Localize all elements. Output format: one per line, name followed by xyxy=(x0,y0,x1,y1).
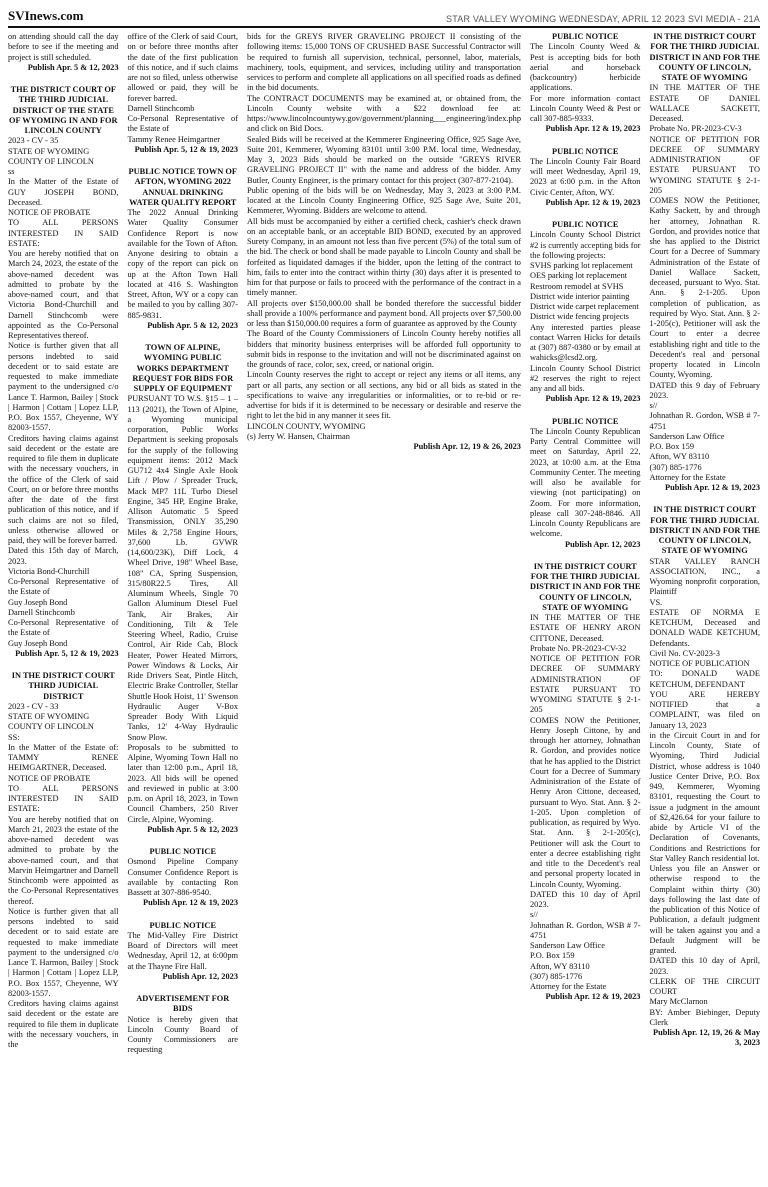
notice-text: VS. xyxy=(649,597,663,607)
notice-text: Public opening of the bids will be on Wednesday, May 3, 2023 at 3:00 P.M. located at the Lincoln County Engineering Office, 925 Sage Ave, Suite 201, Kemmerer, Wyoming. Bidders are welcome to attend. xyxy=(247,185,521,216)
notice-text: Osmond Pipeline Company Consumer Confidence Report is available by contacting Ron Bassett at 307-886-9540. xyxy=(127,857,238,897)
notice-text: s// xyxy=(529,910,538,920)
notice-text: in the Circuit Court in and for Lincoln County, State of Wyoming, Third Judicial District, whose address is 1040 Justice Center Drive, P.O. Box 949, Kemmerer, Wyoming 83101, requesting the Court to issue a judgment in the amount of $2,426.64 for your failure to abide by Article VI of the Declaration of Covenants, Conditions and Restrictions for Star Valley Ranch residential lot. xyxy=(649,730,760,863)
publish-dates: Publish Apr. 12 & 19, 2023 xyxy=(545,124,641,134)
notice-text: Sanderson Law Office xyxy=(529,941,605,950)
notice-heading: PUBLIC NOTICE xyxy=(149,847,217,856)
notice-text: The Board of the County Commissioners of Lincoln County hereby notifies all bidders that minority business enterprises will be afforded full opportunity to submit bids in response to the invitation and will not be discriminated against on the grounds of race, color, sex, creed, or national origin. xyxy=(247,329,521,369)
publish-dates: Publish Apr. 5 & 12, 2023 xyxy=(147,320,238,330)
notice-text: CLERK OF THE CIRCUIT COURT xyxy=(649,976,760,996)
notice-heading: ADVERTISEMENT FOR BIDS xyxy=(136,994,230,1014)
notice-text: The Lincoln County Republican Party Central Committee will meet on Saturday, April 22, 2023, at 10:00 a.m. at the Etna Community Center. The meeting will also be available for viewing (not participating) on Zoom. For more information, please call 307-248-8846. All Lincoln County Republicans are welcome. xyxy=(529,426,641,539)
notice-text: Co-Personal Representative of the Estate of xyxy=(127,114,238,134)
notice-text: TO ALL PERSONS INTERESTED IN SAID ESTATE: xyxy=(8,218,119,248)
column-5 xyxy=(649,32,760,1183)
notice-text: Attorney for the Estate xyxy=(649,472,726,482)
notice-text: STATE OF WYOMING xyxy=(8,146,90,156)
notice-text: All projects over $150,000.00 shall be bonded therefore the successful bidder shall provide a 100% performance and payment bond. All projects over $7,500.00 or less than $150,000.00 requires a form of guarantee as approved by the County xyxy=(247,298,521,328)
notice-heading: PUBLIC NOTICE xyxy=(551,220,619,229)
notice-heading: IN THE DISTRICT COURT THIRD JUDICIAL DISTRICT xyxy=(11,671,115,701)
publish-dates: Publish Apr. 12, 2023 xyxy=(564,539,641,549)
notice-text: LINCOLN COUNTY, WYOMING xyxy=(247,421,366,431)
notice-text: Co-Personal Representative of the Estate of xyxy=(8,618,119,638)
notice-text: District wide fencing projects xyxy=(529,312,629,322)
notice-columns xyxy=(8,32,760,1183)
notice-text: (s) Jerry W. Hansen, Chairman xyxy=(247,431,350,441)
notice-text: 2023 - CV - 35 xyxy=(8,136,59,146)
notice-text: NOTICE OF PUBLICATION xyxy=(649,659,750,668)
notice-heading: IN THE DISTRICT COURT FOR THE THIRD JUDICIAL DISTRICT IN AND FOR THE COUNTY OF LINCOLN, STATE OF WYOMING xyxy=(649,32,760,82)
notice-text: Darnell Stinchcomb xyxy=(8,607,75,617)
notice-text: COUNTY OF LINCOLN xyxy=(8,156,94,166)
notice-text: Probate No. PR-2023-CV-3 xyxy=(649,124,742,134)
notice-text: NOTICE OF PROBATE xyxy=(8,208,91,217)
publish-dates: Publish Apr. 5 & 12, 2023 xyxy=(147,824,238,834)
notice-text: Creditors having claims against said decedent or the estate are required to file them in duplicate with the necessary vouchers, in the office of the Clerk of said Court, on or before three months after the date of the first publication of this notice, and if such claims are not so filed, unless otherwise allowed or paid, they will be forever barred. xyxy=(8,433,119,545)
notice-heading: PUBLIC NOTICE xyxy=(149,920,217,930)
notice-text: You are hereby notified that on March 21, 2023 the estate of the above-named decedent was admitted to probate by the above-named court, and that Marvin Heimgartner and Darnell Stinchcomb were appointed as the Co-Personal Representatives thereof. xyxy=(8,814,119,906)
notice-text: COMES NOW the Petitioner, Henry Joseph Cittone, by and through her attorney, Johnathan R. Gordon, and provides notice that he has applied to the District Court for a Decree of Summary Administration of the Estate of Henry Aron Cittone, deceased, pursuant to Wyo. Stat. Ann. § 2-1-205. Upon completion of publication, as required by Wyo. Stat. Ann. § 2-1-205(c), Petitioner will ask the Court to enter a decree establishing right and title to the Decedent's real and personal property located in Lincoln County, Wyoming. xyxy=(529,715,641,889)
notice-text: Tammy Renee Heimgartner xyxy=(127,134,221,144)
notice-text: office of the Clerk of said Court, on or before three months after the date of the first publication of this notice, and if such claims are not so filed, unless otherwise allowed or paid, they will be forever barred. xyxy=(127,32,238,103)
notice-text: NOTICE OF PETITION FOR DECREE OF SUMMARY ADMINISTRATION OF ESTATE PURSUANT TO WYOMING STATUTE § 2-1-205 xyxy=(529,654,641,715)
column-4 xyxy=(530,32,641,1183)
notice-text: District wide interior painting xyxy=(529,291,630,301)
notice-text: All bids must be accompanied by either a certified check, cashier's check drawn on an acceptable bank, or an acceptable BID BOND, executed by an approved Surety Company, in an amount not less than five percent (5%) of the total sum of the bid. The check or bond shall be made payable to Lincoln County and shall be forfeited as liquidated damages if the bidder, upon the letting of the contract to him, fails to enter into the contract within thirty (30) days after it is presented to him for that purpose or fails to proceed with the performance of the contract in a timely manner. xyxy=(247,216,521,298)
notice-text: P.O. Box 159 xyxy=(649,442,694,451)
notice-text: ss xyxy=(8,167,15,176)
notice-text: Any interested parties please contact Warren Hicks for details at (307) 887-0380 or by email at wahicks@lcsd2.org. xyxy=(529,322,641,363)
publish-dates: Publish Apr. 12 & 19, 2023 xyxy=(545,992,641,1002)
notice-text: Unless you file an Answer or otherwise respond to the Complaint within thirty (30) days following the last date of the publication of this Notice of Publication, a default judgment will be taken against you and a Default Judgment will be granted. xyxy=(649,864,760,955)
notice-text: ESTATE OF NORMA E KETCHUM, Deceased and DONALD WADE KETCHUM, Defendants. xyxy=(649,607,760,648)
notice-text: DATED this 10 day of April, 2023. xyxy=(649,956,760,976)
notice-text: In the Matter of the Estate of GUY JOSEPH BOND, Deceased. xyxy=(8,177,119,207)
notice-text: s// xyxy=(649,401,658,410)
notice-text: Lincoln County School District #2 is currently accepting bids for the following projects: xyxy=(529,230,641,260)
notice-text: In the Matter of the Estate of: TAMMY RENEE HEIMGARTNER, Deceased. xyxy=(8,742,119,773)
site-name: SVInews.com xyxy=(8,8,84,23)
publish-dates: Publish Apr. 12, 19 & 26, 2023 xyxy=(413,442,521,451)
notice-text: (307) 885-1776 xyxy=(529,971,583,981)
column-3 xyxy=(247,32,521,1183)
notice-text: Lincoln County School District #2 reserves the right to reject any and all bids. xyxy=(529,363,641,393)
notice-text: STAR VALLEY RANCH ASSOCIATION, INC., a Wyoming nonprofit corporation, Plaintiff xyxy=(649,556,760,597)
notice-text: TO: DONALD WADE KETCHUM, DEFENDANT xyxy=(649,669,760,689)
notice-text: (307) 885-1776 xyxy=(649,462,702,472)
notice-heading: PUBLIC NOTICE TOWN OF AFTON, WYOMING 2022 ANNUAL DRINKING WATER QUALITY REPORT xyxy=(128,167,237,207)
notice-text: Lincoln County reserves the right to accept or reject any items or all items, any part or all parts, any section or all sections, any bid or all bids as stated in the specifications to waive any irregularities or informalities, or to re-bid or re-advertise for bids if it is determined to be necessary or desirable and reserve the right to let the bid in any manner it sees fit. xyxy=(247,370,521,421)
notice-text: COUNTY OF LINCOLN xyxy=(8,722,94,732)
notice-text: PURSUANT TO W.S. §15 – 1 – 113 (2021), the Town of Alpine, a Wyoming municipal corporation, Public Works Department is seeking proposals for the supply of the following equipment items: 2012 Mack GU712 4x4 Single Axle Hook Lift / Plow / Spreader Truck, Mack MP7 11L Turbo Diesel Engine, 345 HP, Engine Brake, Allison Automatic 5 Speed Transmission, ONLY 35,290 Miles & 2,758 Engine Hours, 37,600 Lb. GVWR (14,600/23K), Diff Lock, 4 Wheel Drive, 198" Wheel Base, 108" CA, Spring Suspension, 315/80R22.5 Tires, All Aluminum Wheels, Single 70 Gallon Aluminum Diesel Fuel Tank, Air Brakes, Air Conditioning, Tilt & Tele Steering Wheel, Radio, Cruise Control, Air Ride Cab, Block Heater, Power Heated Mirrors, Power Windows & Locks, Air Ride Drivers Seat, Pintle Hitch, Electric Brake Controller, Stellar Shuttle Hook Hoist, 11' Swenson Hydraulic Auger V-Box Spreader Body With Liquid Tanks, 12' 4-Way Hydraulic Snow Plow. xyxy=(127,394,238,742)
notice-text: Darnell Stinchcomb xyxy=(127,103,195,113)
notice-text: STATE OF WYOMING xyxy=(8,712,90,721)
publish-dates: Publish Apr. 12, 19, 26 & May 3, 2023 xyxy=(652,1028,760,1048)
notice-text: Johnathan R. Gordon, WSB # 7-4751 xyxy=(529,920,641,940)
notice-text: DATED this 10 day of April 2023. xyxy=(529,889,641,909)
notice-text: Johnathan R. Gordon, WSB # 7-4751 xyxy=(649,411,760,431)
publish-dates: Publish Apr. 5 & 12, 2023 xyxy=(27,62,119,72)
notice-text: NOTICE OF PROBATE xyxy=(8,773,91,783)
notice-text: Notice is further given that all persons indebted to said decedent or to said estate are requested to make immediate payment to the undersigned c/o Lance T. Harmon, Bailey | Stock | Harmon | Cottam | Lopez LLP, P.O. Box 1557, Cheyenne, WY 82003-1557. xyxy=(8,341,119,433)
publish-dates: Publish Apr. 12, 2023 xyxy=(162,971,238,981)
notice-text: BY: Amber Biebinger, Deputy Clerk xyxy=(649,1007,760,1027)
publish-dates: Publish Apr. 12 & 19, 2023 xyxy=(545,394,641,404)
notice-text: DATED this 9 day of February 2023. xyxy=(649,380,760,400)
notice-text: SVHS parking lot replacement xyxy=(529,261,633,270)
notice-text: For more information contact Lincoln County Weed & Pest or call 307-885-9333. xyxy=(529,93,641,123)
notice-text: Guy Joseph Bond xyxy=(8,597,68,607)
notice-text: District wide carpet replacement xyxy=(529,302,639,311)
notice-text: Probate No. PR-2023-CV-32 xyxy=(529,643,627,653)
notice-text: IN THE MATTER OF THE ESTATE OF HENRY ARON CITTONE, Deceased. xyxy=(529,613,641,643)
publish-dates: Publish Apr. 12 & 19, 2023 xyxy=(545,197,641,207)
publish-dates: Publish Apr. 12 & 19, 2023 xyxy=(143,898,238,908)
publish-dates: Publish Apr. 5, 12 & 19, 2023 xyxy=(134,144,238,154)
notice-text: Creditors having claims against said decedent or the estate are required to file them in duplicate with the necessary vouchers, in the xyxy=(8,999,119,1049)
notice-text: Victoria Bond-Churchill xyxy=(8,566,90,576)
notice-text: The Lincoln County Fair Board will meet Wednesday, April 19, 2023 at 6:00 p.m. in the Afton Civic Center, Afton, WY. xyxy=(529,156,641,197)
notice-text: Mary McClarnon xyxy=(649,997,708,1007)
notice-text: TO ALL PERSONS INTERESTED IN SAID ESTATE: xyxy=(8,783,119,814)
notice-text: bids for the GREYS RIVER GRAVELING PROJECT II consisting of the following items: 15,000 TONS OF CRUSHED BASE Successful Contractor will be required to furnish all supervision, technical, personnel, labor, materials, machinery, tools, equipment, and services, including utility and transportation services to perform and complete all applications on all specified roads as defined in the bid documents. xyxy=(247,32,521,93)
publish-dates: Publish Apr. 5, 12 & 19, 2023 xyxy=(15,648,119,658)
column-2 xyxy=(128,32,239,1183)
notice-text: Afton, WY 83110 xyxy=(649,452,710,462)
notice-text: The 2022 Annual Drinking Water Quality Consumer Confidence Report is now available for the Town of Afton. Anyone desiring to obtain a copy of the report can pick on up at the Afton Town Hall located at 416 S. Washington Street, Afton, WY or a copy can be mailed to you by calling 307-885-9831. xyxy=(127,208,238,320)
notice-text: on attending should call the day before to see if the meeting and project is still scheduled. xyxy=(8,32,119,62)
notice-text: COMES NOW the Petitioner, Kathy Sackett, by and through her attorney, Johnathan R. Gordon, and provides notice that she has applied to the District Court for a Decree of Summary Administration of the Estate of Daniel Wallace Sackett, deceased, pursuant to Wyo. Stat. Ann. § 2-1-205. Upon completion of publication, as required by Wyo. Stat. Ann. § 2-1-205(c), Petitioner will ask the Court to enter a decree establishing right and title to the Decedent's real and personal property located in Lincoln County, Wyoming. xyxy=(649,196,760,380)
notice-text: Dated this 15th day of March, 2023. xyxy=(8,546,119,566)
notice-heading: TOWN OF ALPINE, WYOMING PUBLIC WORKS DEPARTMENT REQUEST FOR BIDS FOR SUPPLY OF EQUIPMENT xyxy=(132,343,234,393)
column-1 xyxy=(8,32,119,1183)
notice-text: 2023 - CV - 33 xyxy=(8,701,59,711)
notice-text: Proposals to be submitted to Alpine, Wyoming Town Hall no later than 12:00 p.m., April 18, 2023. All bids will be opened and reviewed in public at 3:00 p.m. on April 18, 2023, in Town Council Chambers, 250 River Circle, Alpine, Wyoming. xyxy=(127,742,238,824)
notice-text: The Lincoln County Weed & Pest is accepting bids for both aerial and horseback (backcountry) herbicide applications. xyxy=(529,42,641,93)
notice-heading: IN THE DISTRICT COURT FOR THE THIRD JUDICIAL DISTRICT IN AND FOR THE COUNTY OF LINCOLN, STATE OF WYOMING xyxy=(529,561,641,612)
notice-text: You are hereby notified that on March 24, 2023, the estate of the above-named decedent was admitted to probate by the above-named court, and that Victoria Bond-Churchill and Darnell Stinchcomb were appointed as the Co-Personal Representatives thereof. xyxy=(8,249,119,340)
notice-text: Co-Personal Representative of the Estate of xyxy=(8,577,119,597)
notice-text: Notice is hereby given that Lincoln County Board of County Commissioners are requesting xyxy=(127,1014,238,1055)
notice-text: SS: xyxy=(8,732,20,742)
notice-text: Attorney for the Estate xyxy=(529,982,607,991)
notice-text: Guy Joseph Bond xyxy=(8,638,68,648)
notice-text: Sanderson Law Office xyxy=(649,431,725,441)
issue-info: STAR VALLEY WYOMING WEDNESDAY, APRIL 12 2023 SVI MEDIA - 21A xyxy=(446,14,760,24)
notice-heading: PUBLIC NOTICE xyxy=(551,146,619,156)
notice-text: NOTICE OF PETITION FOR DECREE OF SUMMARY ADMINISTRATION OF ESTATE PURSUANT TO WYOMING STATUTE § 2-1-205 xyxy=(649,134,760,195)
masthead xyxy=(8,6,760,28)
notice-text: IN THE MATTER OF THE ESTATE OF DANIEL WALLACE SACKETT, Deceased. xyxy=(649,83,760,123)
notice-text: Afton, WY 83110 xyxy=(529,961,590,971)
notice-text: The CONTRACT DOCUMENTS may be examined at, or obtained from, the Lincoln County website with a $22 download fee at: https://www.lincolncountywy.gov/government/planning___engineering/index.php and click on Bid Docs. xyxy=(247,93,521,134)
notice-text: Notice is further given that all persons indebted to said decedent or to said estate are requested to make immediate payment to the undersigned c/o Lance T. Harmon, Bailey | Stock | Harmon | Cottam | Lopez LLP, P.O. Box 1557, Cheyenne, WY 82003-1557. xyxy=(8,906,119,998)
notice-text: The Mid-Valley Fire District Board of Directors will meet Wednesday, April 12, at 6:00pm at the Thayne Fire Hall. xyxy=(127,930,238,971)
notice-heading: THE DISTRICT COURT OF THE THIRD JUDICIAL DISTRICT OF THE STATE OF WYOMING IN AND FOR LINCOLN COUNTY xyxy=(9,85,118,135)
notice-text: P.O. Box 159 xyxy=(529,951,575,961)
notice-heading: PUBLIC NOTICE xyxy=(551,32,619,41)
notice-heading: IN THE DISTRICT COURT FOR THE THIRD JUDICIAL DISTRICT IN AND FOR THE COUNTY OF LINCOLN, STATE OF WYOMING xyxy=(649,505,760,556)
notice-text: Sealed Bids will be received at the Kemmerer Engineering Office, 925 Sage Ave, Suite 201, Kemmerer, Wyoming 83101 until 3:00 P.M. local time, Wednesday, May 3, 2023 Bids should be marked on the outside "GREYS RIVER GRAVELING PROJECT II" with the name and address of the bidder. Amy Butler, County Engineer, is the primary contact for this project (307-877-2104). xyxy=(247,134,521,185)
notice-text: YOU ARE HEREBY NOTIFIED that a COMPLAINT, was filed on January 13, 2023 xyxy=(649,689,760,730)
notice-text: OES parking lot replacement xyxy=(529,271,628,281)
notice-heading: PUBLIC NOTICE xyxy=(551,416,619,426)
publish-dates: Publish Apr. 12 & 19, 2023 xyxy=(665,483,760,492)
notice-text: Restroom remodel at SVHS xyxy=(529,281,624,291)
notice-text: Civil No. CV-2023-3 xyxy=(649,648,720,658)
